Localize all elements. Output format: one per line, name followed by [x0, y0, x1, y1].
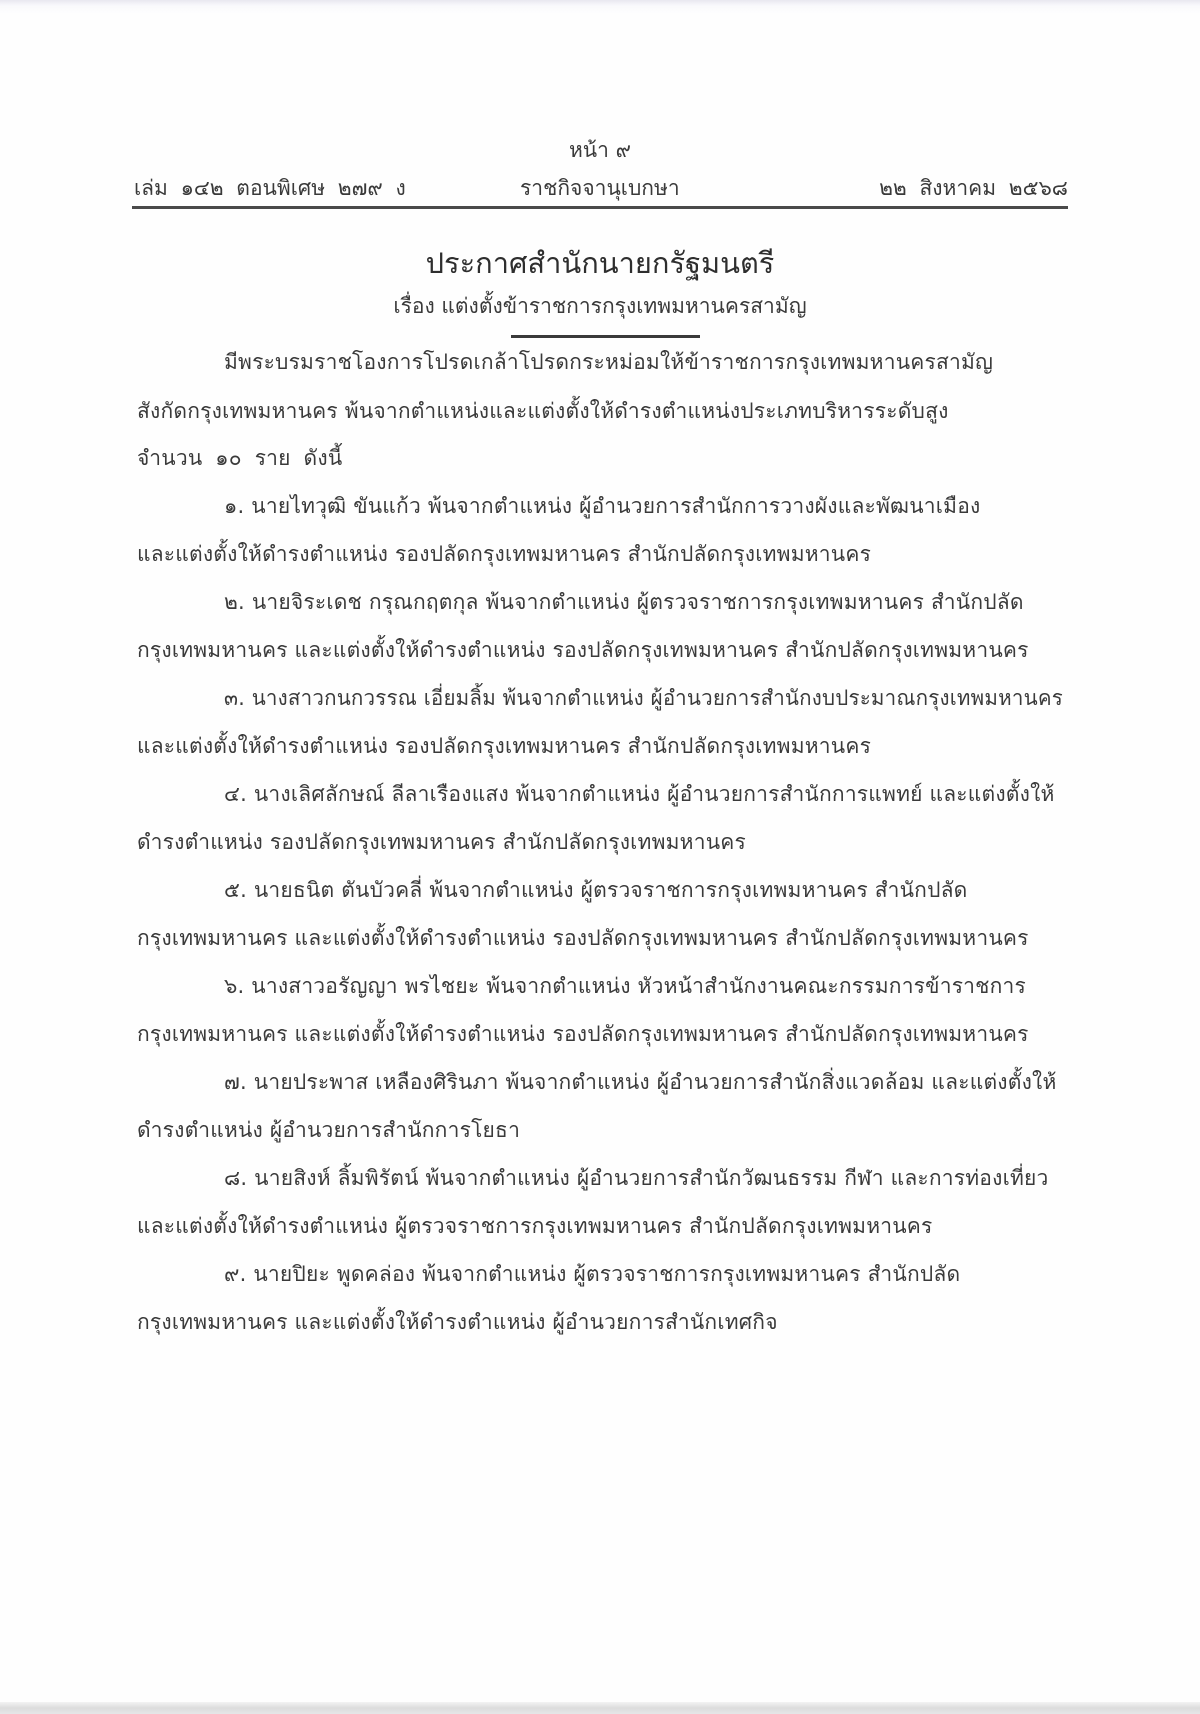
intro-line: มีพระบรมราชโองการโปรดเกล้าโปรดกระหม่อมให้ข้าราชการกรุงเทพมหานครสามัญ: [224, 350, 994, 374]
subject-divider: [511, 335, 700, 338]
publication-date: ๒๒ สิงหาคม ๒๕๖๘: [879, 176, 1068, 200]
item-continuation: กรุงเทพมหานคร และแต่งตั้งให้ดำรงตำแหน่ง รองปลัดกรุงเทพมหานคร สำนักปลัดกรุงเทพมหานคร: [137, 638, 1029, 662]
appointment-item: [224, 682, 1063, 715]
appointment-item: [224, 1258, 960, 1291]
appointment-item: [224, 874, 968, 907]
item-text: นายธนิต ตันบัวคลี่ พ้นจากตำแหน่ง ผู้ตรวจราชการกรุงเทพมหานคร สำนักปลัด: [253, 878, 968, 902]
item-text: นางสาวอรัญญา พรไชยะ พ้นจากตำแหน่ง หัวหน้าสำนักงานคณะกรรมการข้าราชการ: [251, 974, 1027, 998]
page-number: หน้า ๙: [568, 138, 632, 162]
appointment-item: [224, 778, 1055, 811]
appointment-item: [224, 970, 1026, 1003]
item-continuation: และแต่งตั้งให้ดำรงตำแหน่ง รองปลัดกรุงเทพมหานคร สำนักปลัดกรุงเทพมหานคร: [137, 542, 872, 566]
item-number: ๖.: [224, 974, 245, 998]
item-continuation: ดำรงตำแหน่ง รองปลัดกรุงเทพมหานคร สำนักปลัดกรุงเทพมหานคร: [137, 830, 746, 854]
header-divider: [132, 206, 1068, 209]
item-number: ๗.: [224, 1070, 247, 1094]
item-continuation: และแต่งตั้งให้ดำรงตำแหน่ง รองปลัดกรุงเทพมหานคร สำนักปลัดกรุงเทพมหานคร: [137, 734, 872, 758]
item-text: นายปิยะ พูดคล่อง พ้นจากตำแหน่ง ผู้ตรวจราชการกรุงเทพมหานคร สำนักปลัด: [253, 1262, 961, 1286]
item-text: นายสิงห์ ลิ้มพิรัตน์ พ้นจากตำแหน่ง ผู้อำนวยการสำนักวัฒนธรรม กีฬา และการท่องเที่ยว: [254, 1166, 1049, 1190]
volume-issue: เล่ม ๑๔๒ ตอนพิเศษ ๒๗๙ ง: [134, 176, 406, 200]
item-number: ๒.: [224, 590, 245, 614]
publication-name: ราชกิจจานุเบกษา: [520, 176, 680, 200]
announcement-subject: เรื่อง แต่งตั้งข้าราชการกรุงเทพมหานครสามัญ: [393, 294, 807, 318]
appointment-item: [224, 1162, 1049, 1195]
appointment-item: [224, 490, 980, 523]
item-text: นายจิระเดช กรุณกฤตกุล พ้นจากตำแหน่ง ผู้ตรวจราชการกรุงเทพมหานคร สำนักปลัด: [251, 590, 1024, 614]
intro-line: สังกัดกรุงเทพมหานคร พ้นจากตำแหน่งและแต่งตั้งให้ดำรงตำแหน่งประเภทบริหารระดับสูง: [137, 399, 949, 423]
item-text: นายประพาส เหลืองศิรินภา พ้นจากตำแหน่ง ผู้อำนวยการสำนักสิ่งแวดล้อม และแต่งตั้งให้: [253, 1070, 1057, 1094]
item-continuation: กรุงเทพมหานคร และแต่งตั้งให้ดำรงตำแหน่ง รองปลัดกรุงเทพมหานคร สำนักปลัดกรุงเทพมหานคร: [137, 1022, 1029, 1046]
item-continuation: และแต่งตั้งให้ดำรงตำแหน่ง ผู้ตรวจราชการกรุงเทพมหานคร สำนักปลัดกรุงเทพมหานคร: [137, 1214, 933, 1238]
item-number: ๘.: [224, 1166, 248, 1190]
item-continuation: กรุงเทพมหานคร และแต่งตั้งให้ดำรงตำแหน่ง รองปลัดกรุงเทพมหานคร สำนักปลัดกรุงเทพมหานคร: [137, 926, 1029, 950]
item-number: ๔.: [224, 782, 247, 806]
item-number: ๓.: [224, 686, 245, 710]
item-number: ๙.: [224, 1262, 247, 1286]
item-number: ๕.: [224, 878, 247, 902]
item-continuation: ดำรงตำแหน่ง ผู้อำนวยการสำนักการโยธา: [137, 1118, 521, 1142]
item-number: ๑.: [224, 494, 245, 518]
item-text: นายไทวุฒิ ขันแก้ว พ้นจากตำแหน่ง ผู้อำนวยการสำนักการวางผังและพัฒนาเมือง: [251, 494, 981, 518]
intro-line: จำนวน ๑๐ ราย ดังนี้: [137, 446, 343, 470]
gazette-header: [134, 172, 1068, 202]
item-continuation: กรุงเทพมหานคร และแต่งตั้งให้ดำรงตำแหน่ง ผู้อำนวยการสำนักเทศกิจ: [137, 1310, 778, 1334]
appointment-item: [224, 1066, 1057, 1099]
page-bottom-edge: [0, 1702, 1200, 1714]
item-text: นางเลิศลักษณ์ ลีลาเรืองแสง พ้นจากตำแหน่ง ผู้อำนวยการสำนักการแพทย์ และแต่งตั้งให้: [253, 782, 1055, 806]
item-text: นางสาวกนกวรรณ เอี่ยมลิ้ม พ้นจากตำแหน่ง ผู้อำนวยการสำนักงบประมาณกรุงเทพมหานคร: [251, 686, 1063, 710]
appointment-item: [224, 586, 1024, 619]
announcement-title: ประกาศสำนักนายกรัฐมนตรี: [425, 246, 775, 280]
